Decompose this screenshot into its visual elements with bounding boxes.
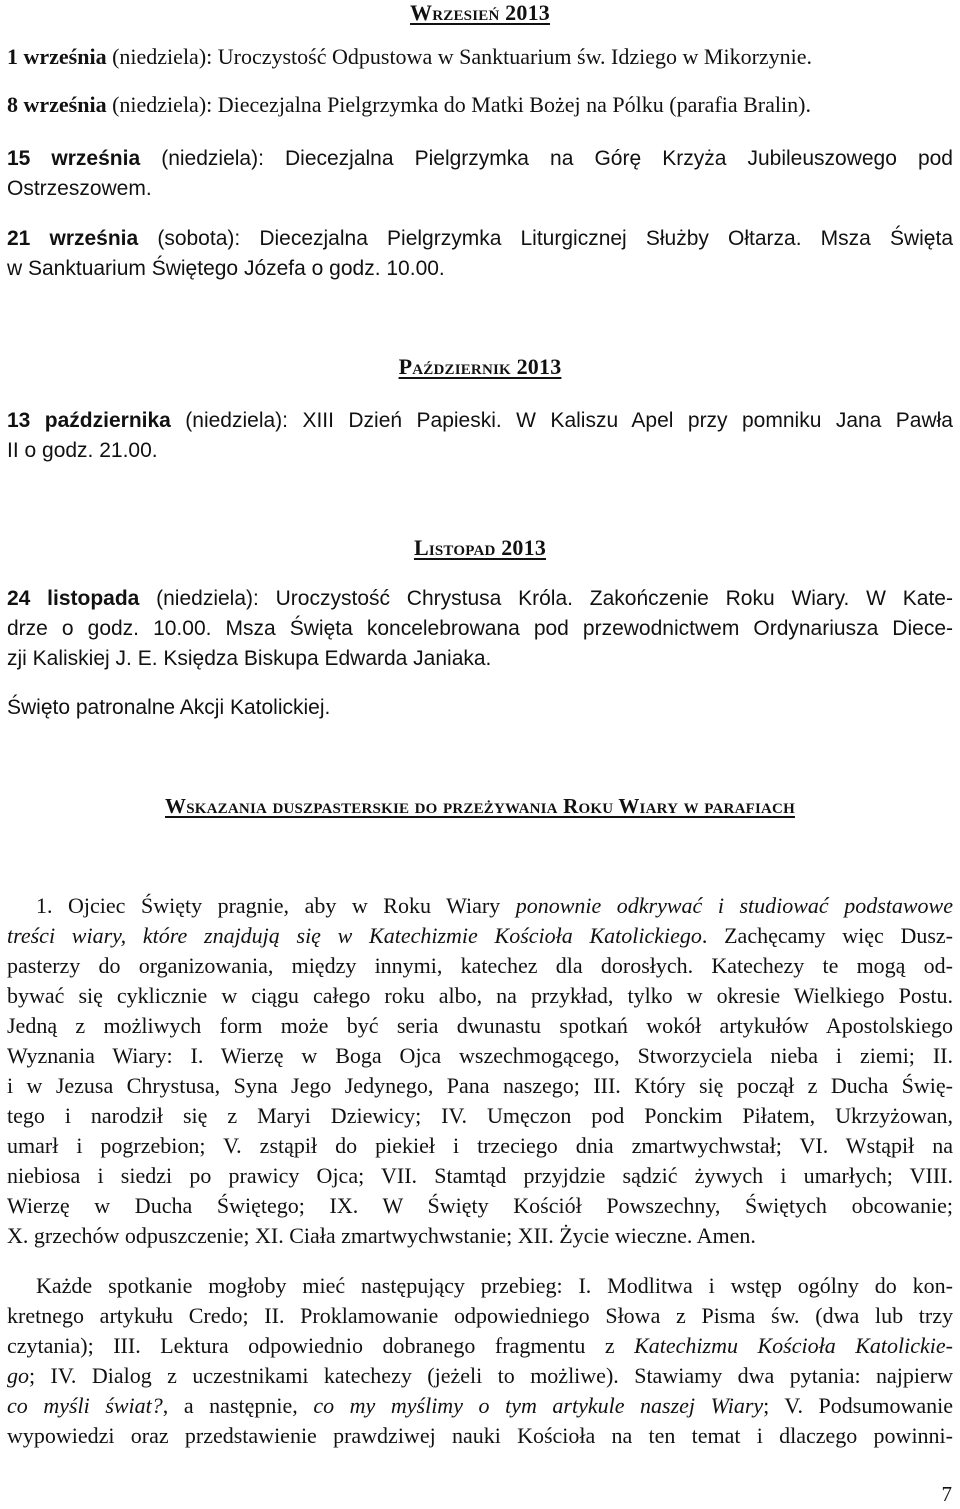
text-span: 1. Ojciec Święty pragnie, aby w Roku Wiary [36,893,516,918]
item-text: (niedziela): Diecezjalna Pielgrzymka na Górę Krzyża Jubileuszowego pod [140,147,953,170]
p2-line-2: kretnego artykułu Credo; II. Proklamowanie odpowiedniego Słowa z Pisma św. (dwa lub trzy [7,1303,953,1328]
item-text: (niedziela): XIII Dzień Papieski. W Kaliszu Apel przy pomniku Jana Pawła [170,409,953,432]
item-date: 13 października [7,409,171,432]
italic-span: Katechizmu Kościoła Katolickie- [634,1333,953,1358]
p1-line-10: niebiosa i siedzi po prawicy Ojca; VII. Stamtąd przyjdzie sądzić żywych i umarłych; VIII. [7,1163,953,1188]
item-text: (niedziela): Diecezjalna Pielgrzymka do Matki Bożej na Pólku (parafia Bralin). [106,92,811,117]
italic-span: ponownie odkrywać i studiować podstawowe [515,893,953,918]
p2-line-1: Każde spotkanie mogłoby mieć następujący przebieg: I. Modlitwa i wstęp ogólny do kon- [36,1273,953,1298]
november-item [7,588,953,609]
september-item-3 [7,148,953,169]
page-number: 7 [941,1482,952,1506]
november-heading: Listopad 2013 [413,535,547,560]
text-span: . Zachęcamy więc Dusz- [701,923,953,948]
november-item-line2: drze o godz. 10.00. Msza Święta koncelebrowana pod przewodnictwem Ordynariusza Diece- [7,617,953,640]
guidelines-heading: Wskazania duszpasterskie do przeżywania Roku Wiary w parafiach [165,794,795,818]
p1-line-7: i w Jezusa Chrystusa, Syna Jego Jedynego, Pana naszego; III. Który się począł z Ducha Świę- [7,1073,953,1098]
p1-line-11: Wierzę w Ducha Świętego; IX. W Święty Kościół Powszechny, Świętych obcowanie; [7,1193,953,1218]
p1-line-1 [36,895,953,917]
september-item-2 [7,94,953,116]
october-item [7,410,953,431]
september-item-4-line2: w Sanktuarium Świętego Józefa o godz. 10.00. [7,257,445,280]
p1-line-4: bywać się cyklicznie w ciągu całego roku albo, na przykład, tylko w okresie Wielkiego Postu. [7,983,953,1008]
italic-span: co my myślimy o tym artykule naszej Wiary [313,1393,764,1418]
p2-line-5 [7,1395,953,1417]
italic-span: go [7,1363,29,1388]
november-note: Święto patronalne Akcji Katolickiej. [7,696,331,719]
p1-line-8: tego i narodził się z Maryi Dziewicy; IV. Umęczon pod Ponckim Piłatem, Ukrzyżowan, [7,1103,953,1128]
p1-line-12: X. grzechów odpuszczenie; XI. Ciała zmartwychwstanie; XII. Życie wieczne. Amen. [7,1223,756,1248]
p1-line-9: umarł i pogrzebion; V. zstąpił do piekieł i trzeciego dnia zmartwychwstał; VI. Wstąpił na [7,1133,953,1158]
november-item-line3: zji Kaliskiej J. E. Księdza Biskupa Edwarda Janiaka. [7,647,492,670]
item-text: (sobota): Diecezjalna Pielgrzymka Liturgicznej Służby Ołtarza. Msza Święta [138,227,953,250]
item-date: 8 września [7,92,107,117]
october-heading: Październik 2013 [398,354,562,379]
text-span: ; V. Podsumowanie [763,1393,953,1418]
september-item-4 [7,228,953,249]
p1-line-2 [7,925,953,947]
september-item-3-line2: Ostrzeszowem. [7,177,152,200]
item-date: 15 września [7,147,141,170]
p2-line-6: wypowiedzi oraz przedstawienie prawdziwej nauki Kościoła na ten temat i dlaczego powinni- [7,1423,953,1448]
september-heading: Wrzesień 2013 [410,0,550,25]
september-item-1 [7,46,953,68]
p2-line-4 [7,1365,953,1387]
october-item-line2: II o godz. 21.00. [7,439,158,462]
item-date: 21 września [7,227,139,250]
item-date: 24 listopada [7,587,140,610]
p1-line-5: Jedną z możliwych form może być seria dwunastu spotkań wokół artykułów Apostolskiego [7,1013,953,1038]
p1-line-3: pasterzy do organizowania, między innymi, katechez dla dorosłych. Katechezy te mogą od- [7,953,953,978]
italic-span: co myśli świat? [7,1393,163,1418]
italic-span: treści wiary, które znajdują się w Katechizmie Kościoła Katolickiego [7,923,702,948]
item-text: (niedziela): Uroczystość Chrystusa Króla. Zakończenie Roku Wiary. W Kate- [139,587,953,610]
p2-line-3 [7,1335,953,1357]
text-span: czytania); III. Lektura odpowiednio dobranego fragmentu z [7,1333,635,1358]
text-span: , a następnie, [162,1393,314,1418]
p1-line-6: Wyznania Wiary: I. Wierzę w Boga Ojca wszechmogącego, Stworzyciela nieba i ziemi; II. [7,1043,953,1068]
item-text: (niedziela): Uroczystość Odpustowa w Sanktuarium św. Idziego w Mikorzynie. [106,44,813,69]
item-date: 1 września [7,44,107,69]
text-span: ; IV. Dialog z uczestnikami katechezy (jeżeli to możliwe). Stawiamy dwa pytania: najpierw [29,1363,953,1388]
